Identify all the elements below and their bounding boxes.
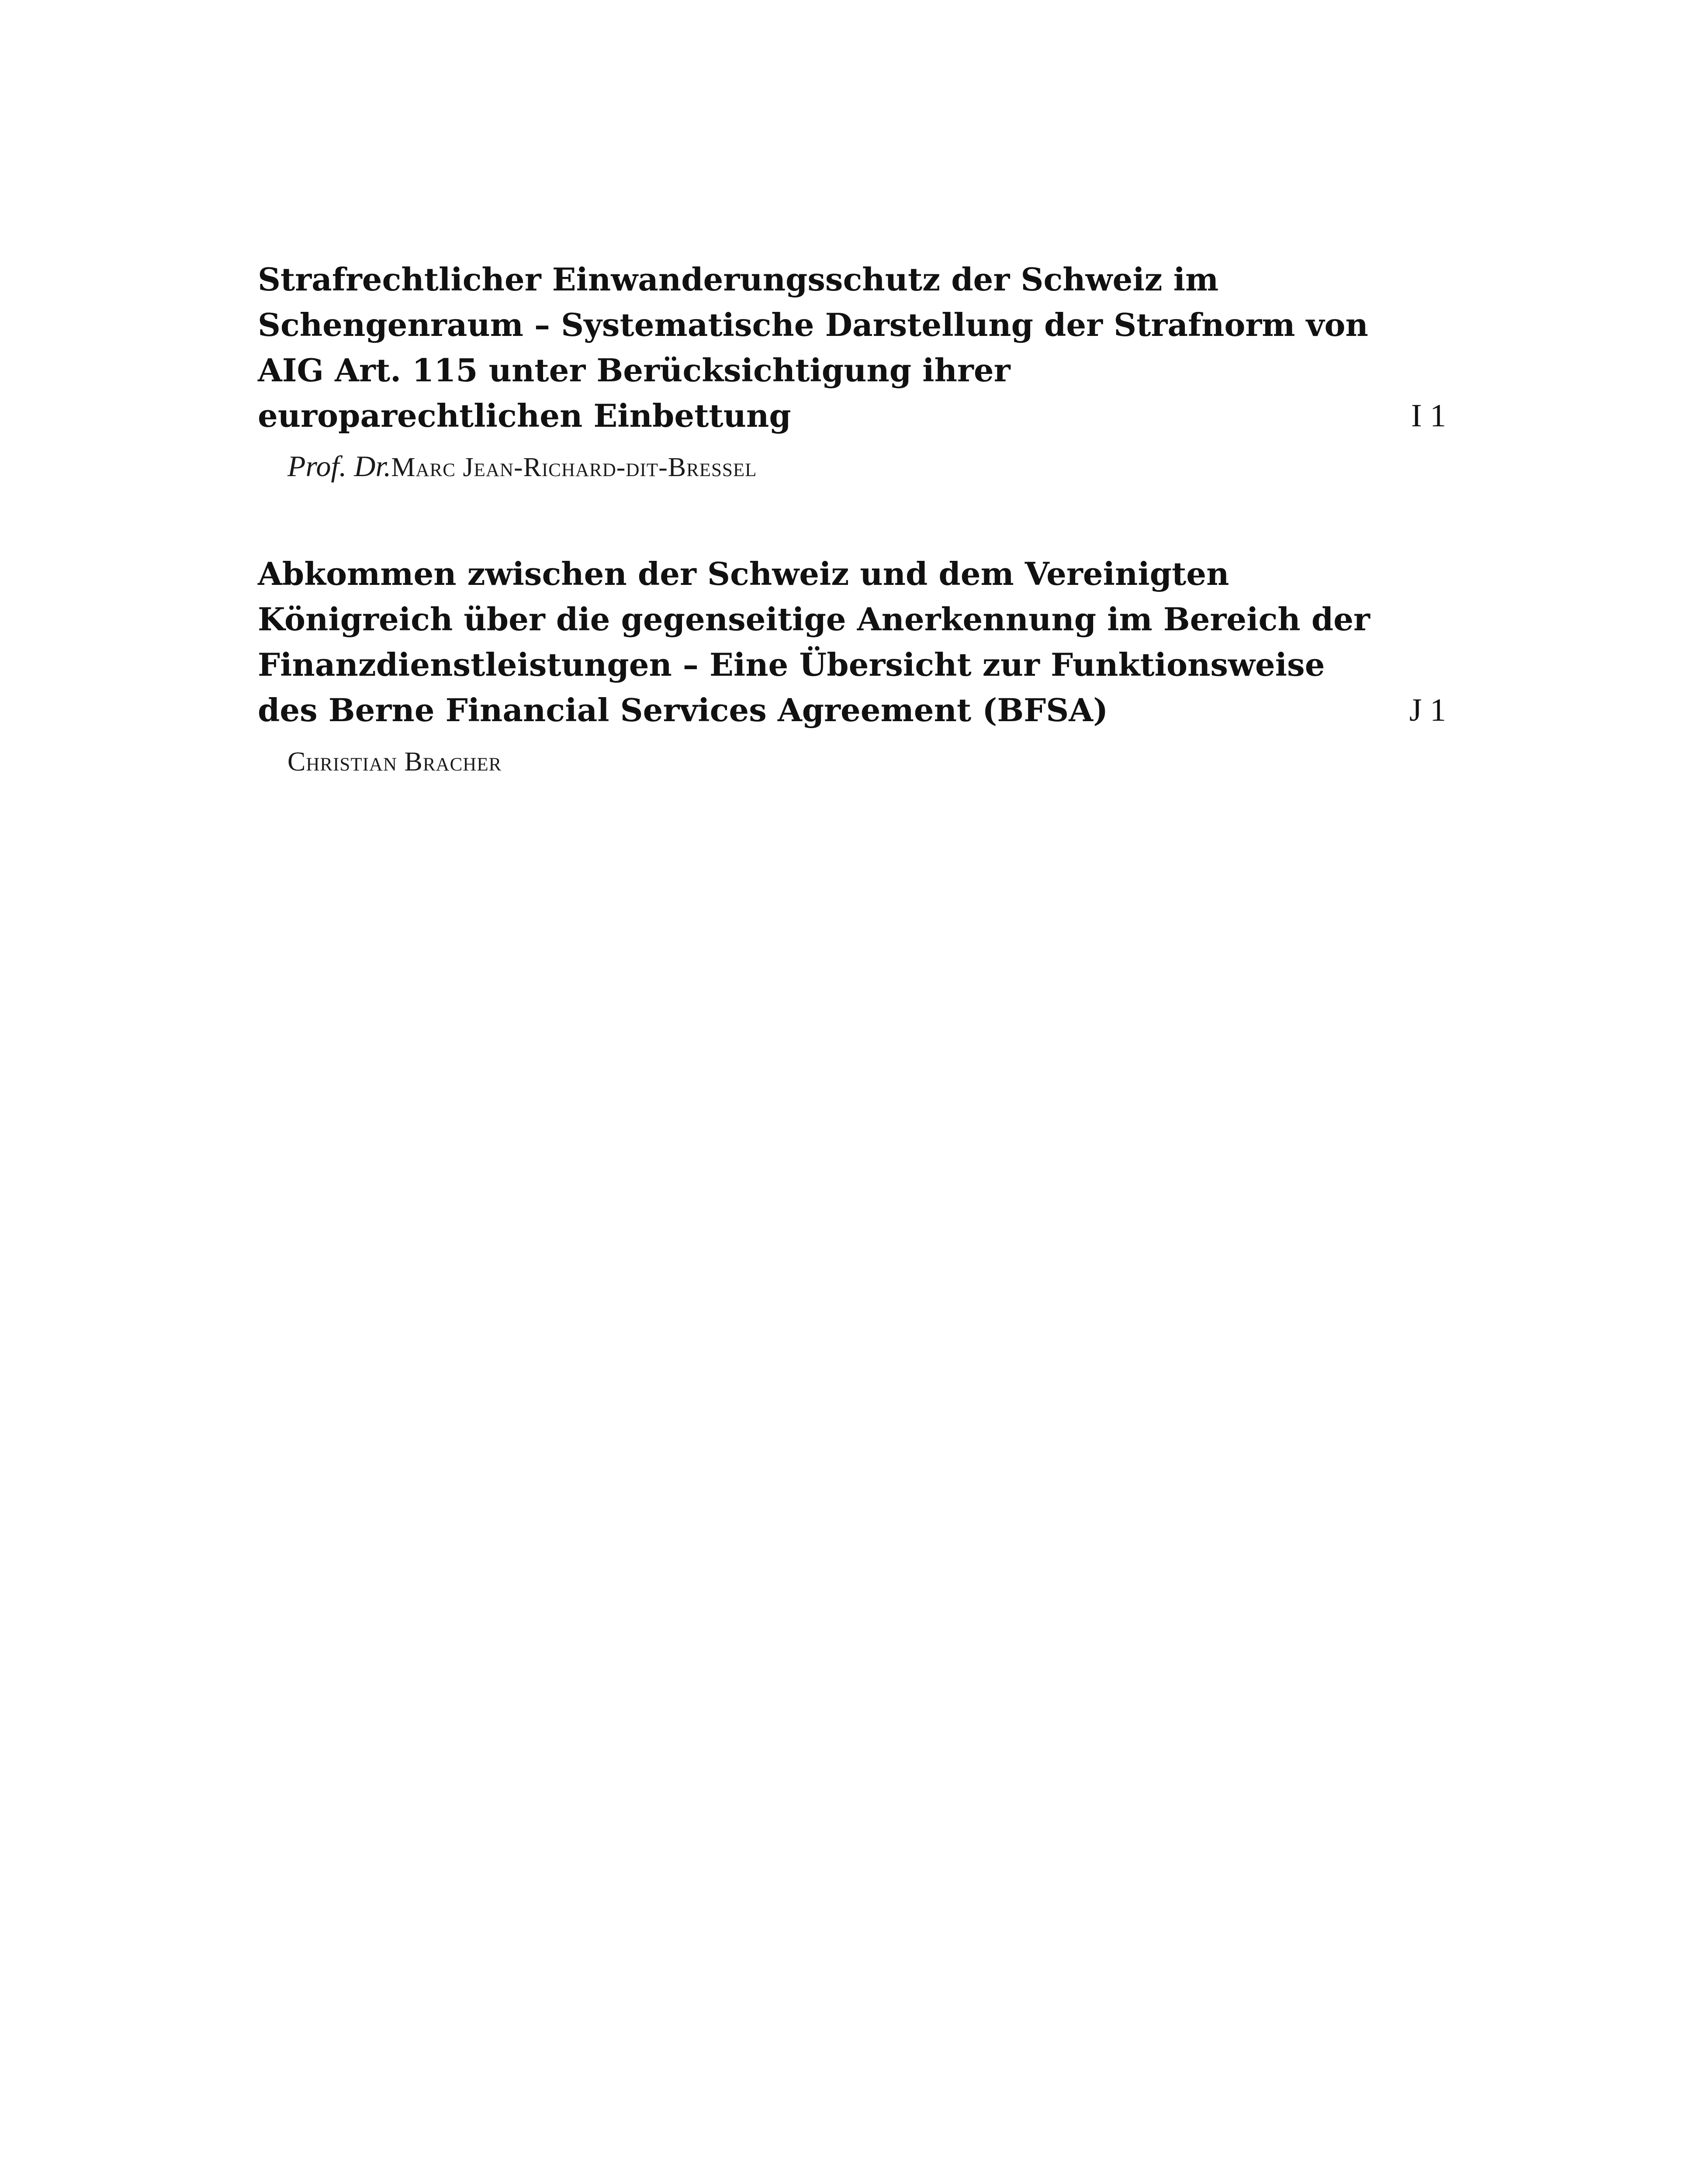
- entry-page-number[interactable]: J 1: [1409, 692, 1446, 728]
- author-name: Marc Jean-Richard-dit-Bressel: [391, 453, 757, 482]
- entry-author: [287, 741, 1446, 781]
- entry-title[interactable]: [258, 551, 1370, 733]
- entry-title-line: Finanzdienstleistungen – Eine Übersicht zur Funktionsweise: [258, 646, 1325, 683]
- entry-title[interactable]: [258, 257, 1368, 439]
- toc-entry[interactable]: [258, 257, 1446, 487]
- entry-title-line: Schengenraum – Systematische Darstellung der Strafnorm von: [258, 306, 1368, 343]
- entry-author: [287, 446, 1446, 487]
- author-name: Christian Bracher: [287, 747, 502, 777]
- entry-page-number[interactable]: I 1: [1411, 398, 1446, 434]
- entry-title-line: des Berne Financial Services Agreement (BFSA): [258, 691, 1108, 729]
- entry-title-line: Strafrechtlicher Einwanderungsschutz der Schweiz im: [258, 261, 1219, 298]
- entry-title-line: Königreich über die gegenseitige Anerkennung im Bereich der: [258, 601, 1370, 638]
- entry-title-line: europarechtlichen Einbettung: [258, 397, 791, 434]
- entry-title-line: Abkommen zwischen der Schweiz und dem Vereinigten: [258, 555, 1229, 592]
- toc-entry[interactable]: [258, 551, 1446, 781]
- entry-title-line: AIG Art. 115 unter Berücksichtigung ihrer: [258, 352, 1011, 389]
- author-prefix: Prof. Dr.: [287, 449, 391, 483]
